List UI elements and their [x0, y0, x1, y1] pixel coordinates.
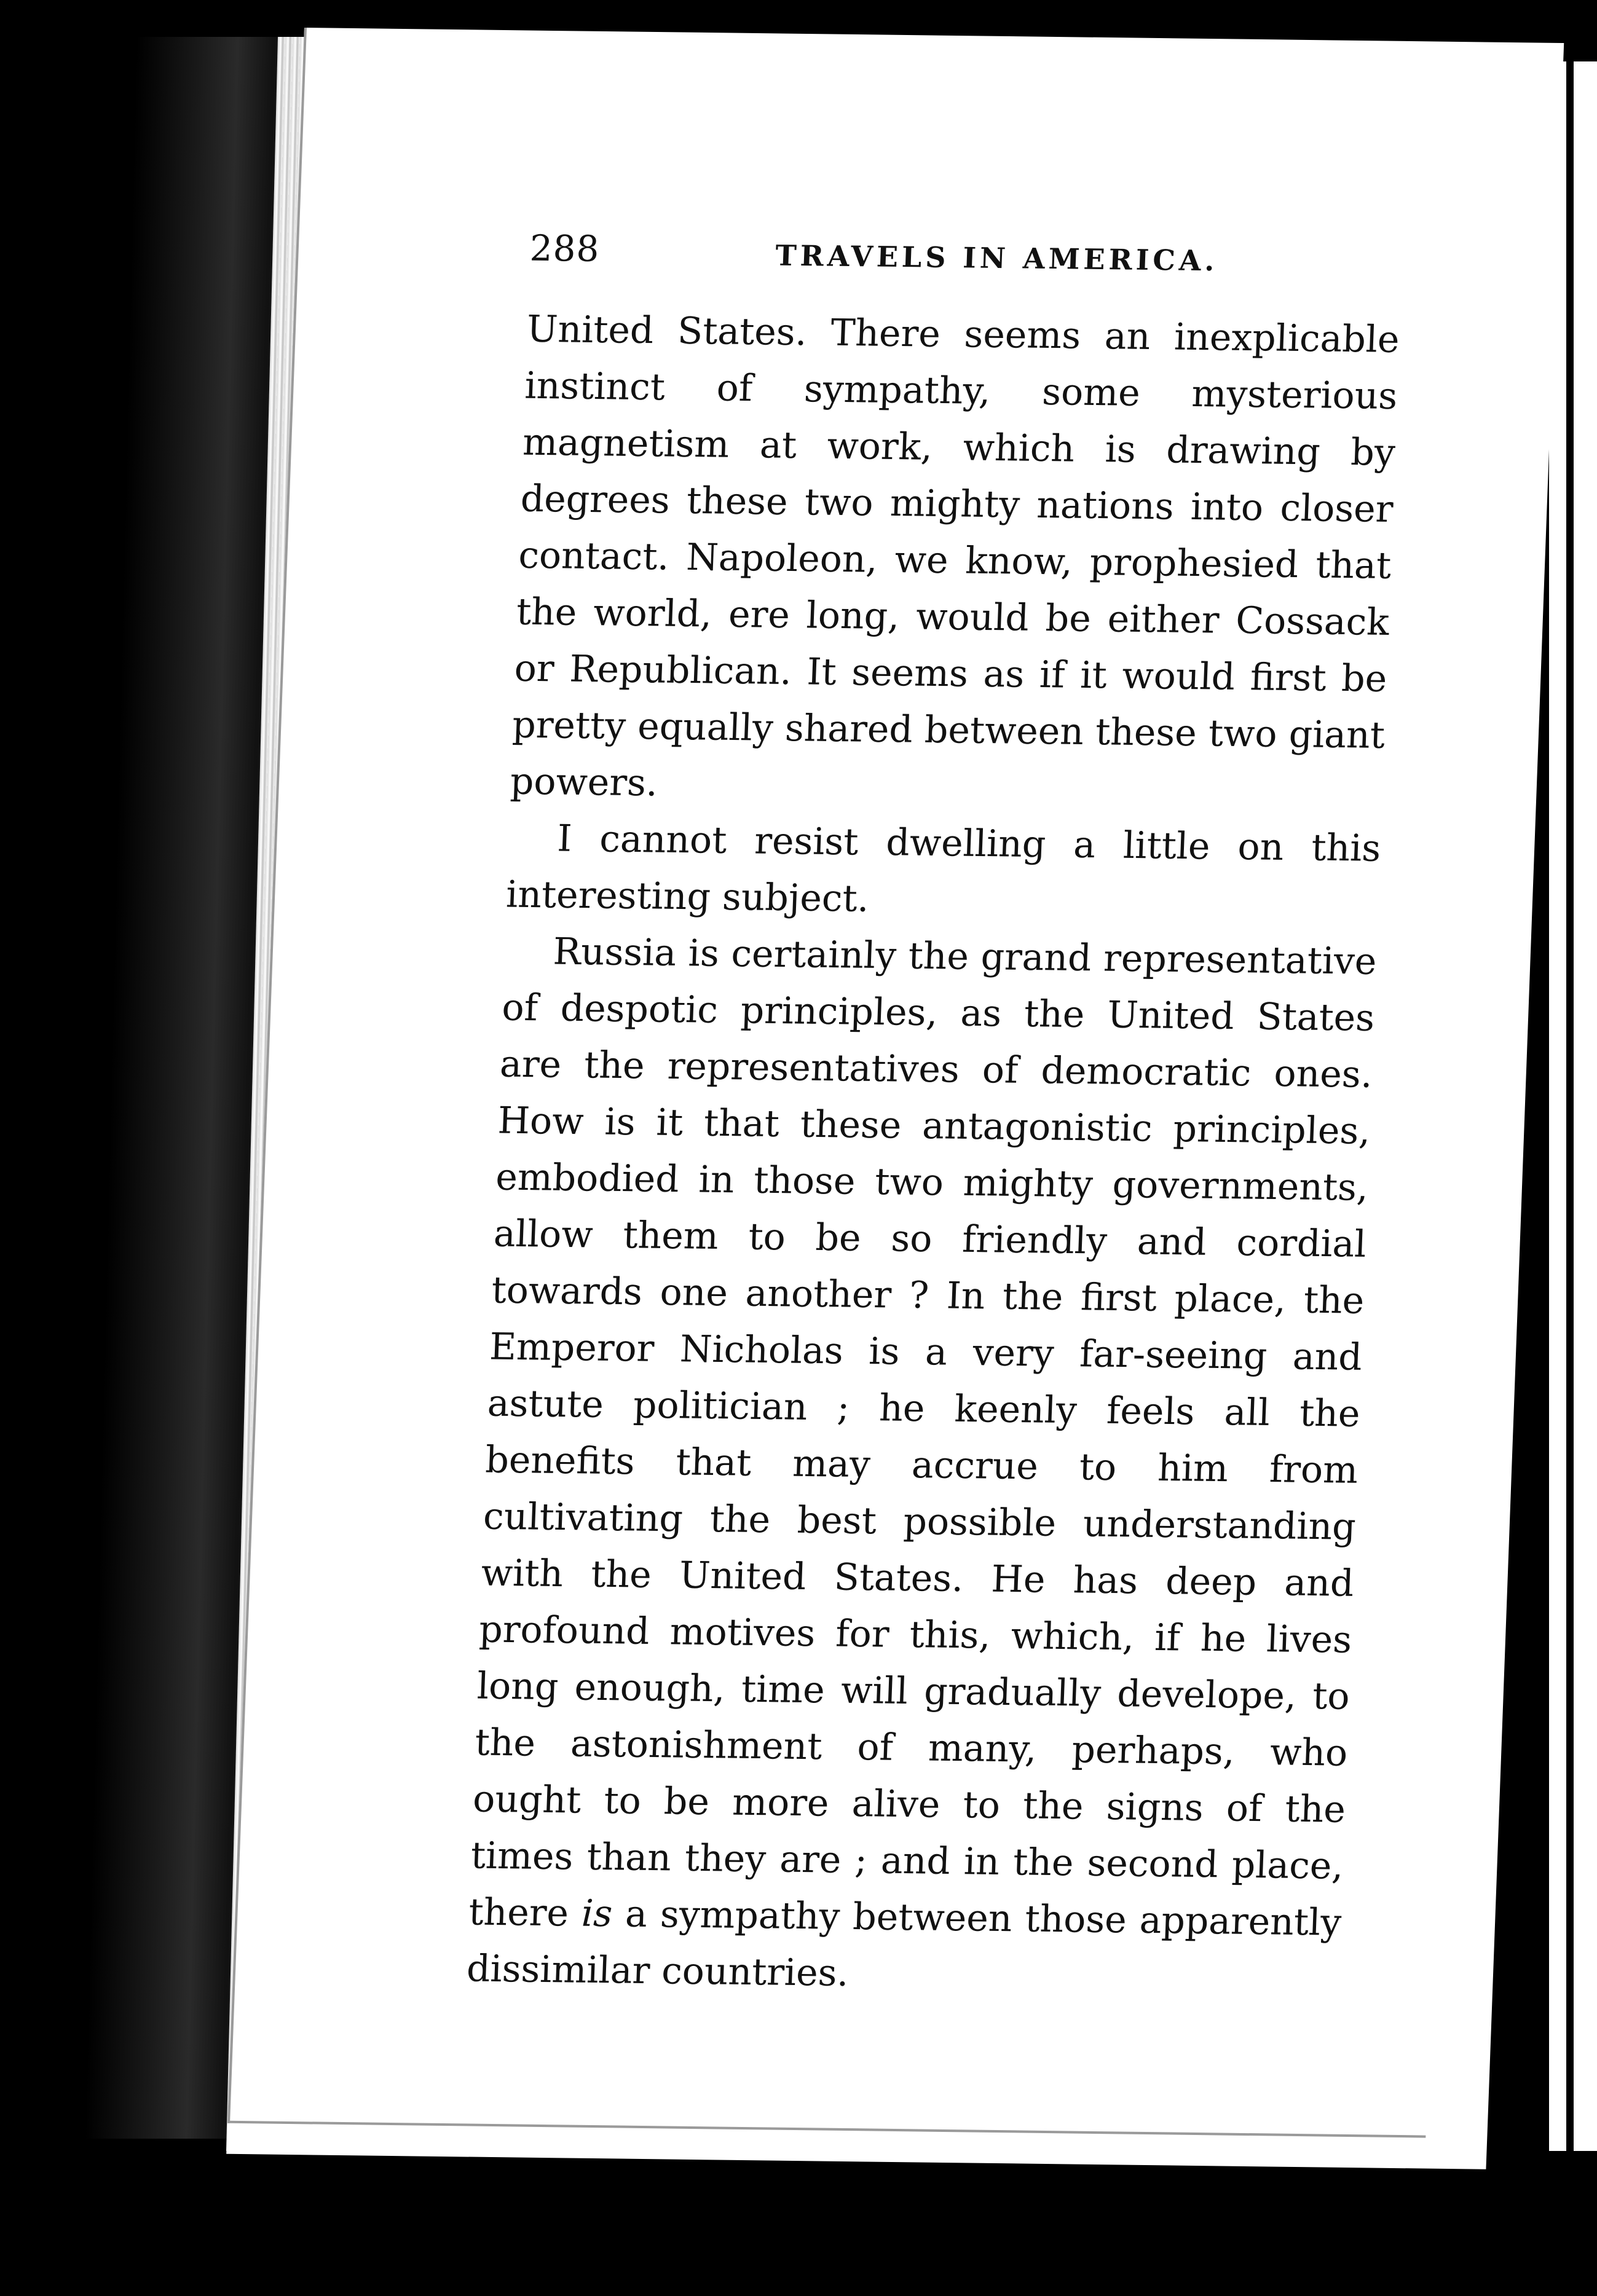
running-head: TRAVELS IN AMERICA.	[775, 238, 1219, 278]
paragraph-3	[466, 923, 1378, 2008]
paragraph-3-text-after: a sympathy between those apparently dissimilar countries.	[465, 1892, 1343, 1995]
book-page	[226, 28, 1564, 2169]
paragraph-3-text: Russia is certainly the grand representative of despotic principles, as the United States are the representatives of democratic ones. How is it that these antagonistic principles, embodied in those two mighty governments, allow them to be so friendly and cordial towards one another ? In the first place, the Emperor Nicholas is a very far-seeing and astute politician ; he keenly feels all the benefits that may accrue to him from cultivating the best possible understanding with the United States. He has deep and profound motives for this, which, if he lives long enough, time will gradually develope, to the astonishment of many, perhaps, who ought to be more alive to the signs of the times than they are ; and in the second place, there	[468, 930, 1378, 1935]
paragraph-3-emphasis: is	[580, 1892, 613, 1936]
page-header	[529, 227, 1391, 293]
paragraph-2: I cannot resist dwelling a little on this interesting subject.	[505, 817, 1382, 921]
body-text	[466, 301, 1401, 2008]
page-number: 288	[529, 227, 601, 270]
facing-page-gutter-line	[1566, 61, 1574, 2151]
paragraph-1: United States. There seems an inexplicable instinct of sympathy, some mysterious magnetism at work, which is drawing by degrees these two mighty nations into closer contact. Napoleon, we know, prophesied that the world, ere long, would be either Cossack or Republican. It seems as if it would first be pretty equally shared between these two giant powers.	[509, 307, 1400, 805]
